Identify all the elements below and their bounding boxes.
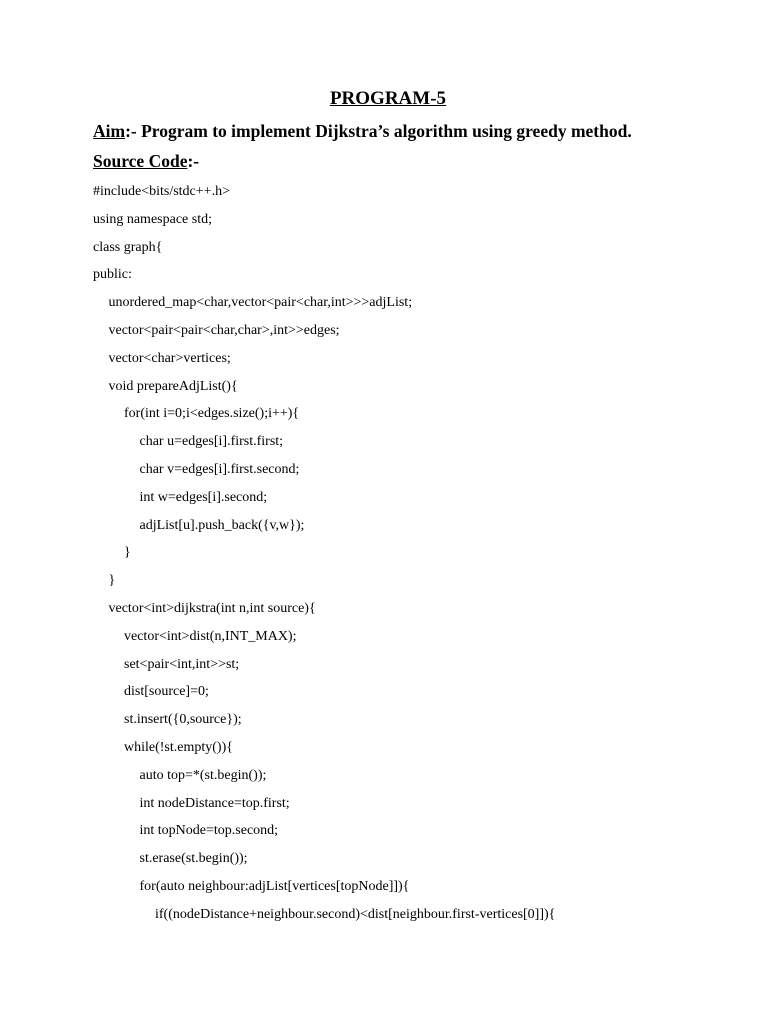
code-line: char v=edges[i].first.second;	[139, 461, 300, 477]
code-line: char u=edges[i].first.first;	[139, 434, 284, 450]
code-line: for(auto neighbour:adjList[vertices[topNode]]){	[139, 878, 410, 894]
code-line: using namespace std;	[93, 211, 212, 227]
program-title: PROGRAM-5	[329, 88, 447, 109]
code-line: }	[124, 545, 131, 561]
source-code-block	[93, 178, 555, 929]
code-line: vector<pair<pair<char,char>,int>>edges;	[108, 322, 340, 338]
code-line: #include<bits/stdc++.h>	[93, 184, 230, 199]
code-line: public:	[93, 267, 132, 283]
aim-label: Aim	[93, 121, 126, 141]
code-line: class graph{	[93, 239, 163, 255]
code-line: vector<char>vertices;	[108, 350, 231, 366]
code-line: set<pair<int,int>>st;	[124, 656, 240, 672]
code-line: st.erase(st.begin());	[139, 851, 248, 867]
code-line: st.insert({0,source});	[124, 712, 242, 728]
code-line: while(!st.empty()){	[124, 739, 233, 755]
code-line: if((nodeDistance+neighbour.second)<dist[neighbour.first-vertices[0]]){	[155, 906, 556, 922]
code-line: void prepareAdjList(){	[108, 378, 238, 394]
code-line: int nodeDistance=top.first;	[139, 795, 290, 811]
code-line: dist[source]=0;	[124, 684, 209, 700]
code-line: vector<int>dijkstra(int n,int source){	[108, 600, 316, 616]
code-line: for(int i=0;i<edges.size();i++){	[124, 406, 300, 422]
aim-paragraph	[93, 121, 632, 142]
code-line: auto top=*(st.begin());	[139, 767, 267, 783]
source-code-suffix: :-	[187, 151, 200, 171]
code-line: int topNode=top.second;	[139, 823, 279, 839]
code-line: vector<int>dist(n,INT_MAX);	[124, 628, 297, 644]
code-line: adjList[u].push_back({v,w});	[139, 517, 305, 533]
code-line: }	[108, 573, 116, 589]
source-code-heading	[93, 151, 199, 172]
aim-text: :- Program to implement Dijkstra’s algorithm using greedy method.	[125, 121, 632, 141]
code-line: unordered_map<char,vector<pair<char,int>>>adjList;	[108, 295, 413, 311]
code-line: int w=edges[i].second;	[139, 489, 268, 505]
source-code-label: Source Code	[93, 151, 188, 171]
